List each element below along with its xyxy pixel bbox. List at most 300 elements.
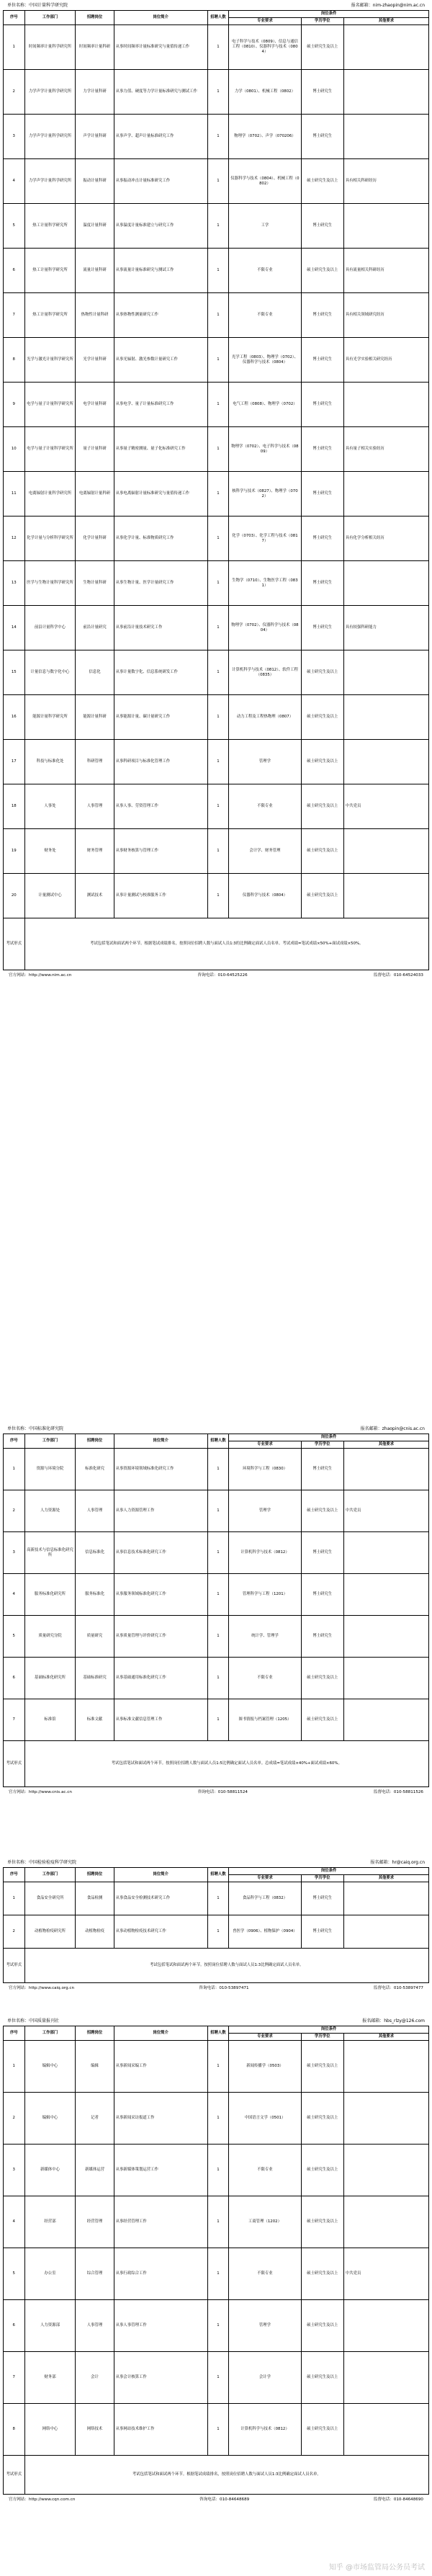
cell-post: 记者 (76, 2093, 114, 2145)
header-intro: 岗位简介 (114, 1868, 207, 1882)
table-row (4, 1658, 429, 1699)
recruit-section (3, 1859, 429, 1990)
unit-name: 单位名称：中国计量科学研究院 (7, 3, 68, 8)
header-major: 专业要求 (229, 18, 301, 25)
cell-count: 1 (207, 1616, 229, 1658)
cell-intro: 从事人事管理工作 (114, 2300, 207, 2352)
cell-dept: 医学与生物计量科学研究所 (24, 561, 76, 606)
unit-name: 单位名称：中国检验检疫科学研究院 (7, 1860, 77, 1865)
recruit-table (3, 2026, 429, 2495)
cell-other: 具有量子相关实验经历 (343, 427, 428, 472)
cell-dept: 科技与标准化处 (24, 740, 76, 784)
cell-count: 1 (207, 1490, 229, 1532)
cell-dept: 网络中心 (24, 2404, 76, 2456)
header-seq: 序号 (4, 1868, 25, 1882)
cell-post: 综合管理 (76, 2248, 114, 2300)
cell-major: 统计学、管理学 (229, 1616, 301, 1658)
cell-intro: 从事财务核算与管理工作 (114, 829, 207, 874)
header-major: 专业要求 (229, 1875, 301, 1882)
cell-seq: 3 (4, 115, 25, 159)
table-row (4, 561, 429, 606)
supervise-phone: 监督电话：010-58811526 (373, 1790, 423, 1794)
official-site-link[interactable]: 官方网站：http://www.caiq.org.cn (9, 1986, 75, 1990)
table-row (4, 472, 429, 516)
cell-count: 1 (207, 561, 229, 606)
cell-degree: 硕士研究生及以上 (301, 2145, 343, 2196)
cell-major: 化学（0703）、化学工程与技术（0817） (229, 516, 301, 561)
cell-post: 流量计量科研 (76, 249, 114, 293)
cell-seq: 1 (4, 1882, 25, 1915)
apply-email[interactable]: 报名邮箱：hbs_rlzy@126.com (362, 2018, 425, 2023)
table-row (4, 2352, 429, 2404)
cell-count: 1 (207, 1449, 229, 1490)
cell-intro: 从事新媒体策划运营工作 (114, 2145, 207, 2196)
cell-seq: 4 (4, 2196, 25, 2248)
cell-dept: 力学声学计量科学研究所 (24, 115, 76, 159)
cell-dept: 基础标准化研究所 (24, 1658, 76, 1699)
header-intro: 岗位简介 (114, 2026, 207, 2041)
cell-dept: 力学声学计量科学研究所 (24, 159, 76, 204)
cell-major: 不限专业 (229, 2145, 301, 2196)
table-row (4, 427, 429, 472)
header-post: 招聘岗位 (76, 1868, 114, 1882)
cell-other: 具有流量相关科研经历 (343, 249, 428, 293)
cell-degree: 硕士研究生及以上 (301, 874, 343, 918)
header-conditions: 岗位条件 (229, 1868, 429, 1875)
table-row (4, 829, 429, 874)
cell-other: 中共党员 (343, 784, 428, 829)
cell-count: 1 (207, 159, 229, 204)
cell-seq: 18 (4, 784, 25, 829)
cell-seq: 3 (4, 2145, 25, 2196)
cell-seq: 19 (4, 829, 25, 874)
cell-seq: 7 (4, 1699, 25, 1741)
header-post: 招聘岗位 (76, 2026, 114, 2041)
cell-degree: 博士研究生 (301, 383, 343, 427)
table-row (4, 606, 429, 650)
cell-seq: 4 (4, 159, 25, 204)
cell-dept: 力学声学计量科学研究所 (24, 70, 76, 115)
cell-degree: 博士研究生 (301, 1449, 343, 1490)
cell-post: 经营管理 (76, 2196, 114, 2248)
cell-dept: 质量研究分院 (24, 1616, 76, 1658)
unit-name: 单位名称：中国标准化研究院 (7, 1426, 64, 1431)
cell-count: 1 (207, 204, 229, 249)
cell-degree: 硕士研究生及以上 (301, 650, 343, 695)
recruit-section (3, 2017, 429, 2502)
cell-count: 1 (207, 2196, 229, 2248)
cell-major: 会计学 (229, 2352, 301, 2404)
cell-intro: 从事化学计量、标准物质研究工作 (114, 516, 207, 561)
cell-dept: 能源计量科学研究所 (24, 695, 76, 740)
table-row (4, 1699, 429, 1741)
table-row (4, 784, 429, 829)
cell-other (343, 2352, 428, 2404)
notes-row (4, 918, 429, 970)
cell-degree: 硕士研究生及以上 (301, 2404, 343, 2456)
cell-degree: 博士研究生 (301, 472, 343, 516)
cell-dept: 高新技术与信息标准化研究所 (24, 1532, 76, 1574)
cell-post: 电学计量科研 (76, 383, 114, 427)
cell-dept: 人力资源部 (24, 2300, 76, 2352)
cell-dept: 前沿计量科学中心 (24, 606, 76, 650)
header-degree: 学历学位 (301, 1441, 343, 1449)
table-row (4, 2404, 429, 2456)
cell-seq: 2 (4, 70, 25, 115)
cell-dept: 化学计量与分析科学研究所 (24, 516, 76, 561)
header-conditions: 岗位条件 (229, 11, 429, 18)
cell-count: 1 (207, 1699, 229, 1741)
cell-intro: 从事标准文献信息管理工作 (114, 1699, 207, 1741)
official-site-link[interactable]: 官方网站：http://www.cnis.ac.cn (9, 1790, 72, 1794)
cell-count: 1 (207, 338, 229, 383)
cell-count: 1 (207, 2145, 229, 2196)
cell-post: 新媒体运营 (76, 2145, 114, 2196)
cell-dept: 编辑中心 (24, 2041, 76, 2093)
recruit-section (3, 1, 429, 978)
cell-major: 物理学（0702）、仪器科学与技术（0804） (229, 606, 301, 650)
table-row (4, 2145, 429, 2196)
unit-bar (3, 1425, 429, 1434)
table-row (4, 1882, 429, 1915)
cell-major: 力学（0801）、机械工程（0802） (229, 70, 301, 115)
header-major: 专业要求 (229, 1441, 301, 1449)
cell-seq: 2 (4, 1915, 25, 1949)
cell-other (343, 2196, 428, 2248)
contact-footer (3, 2495, 429, 2502)
cell-post: 温度计量科研 (76, 204, 114, 249)
cell-major: 不限专业 (229, 249, 301, 293)
cell-other (343, 1699, 428, 1741)
header-degree: 学历学位 (301, 18, 343, 25)
unit-name: 单位名称：中国质量报刊社 (7, 2018, 60, 2023)
cell-count: 1 (207, 784, 229, 829)
cell-dept: 计量测试中心 (24, 874, 76, 918)
cell-major: 工学 (229, 204, 301, 249)
cell-count: 1 (207, 25, 229, 70)
contact-footer (3, 970, 429, 978)
cell-seq: 6 (4, 249, 25, 293)
cell-dept: 电学与量子计量科学研究所 (24, 427, 76, 472)
table-row (4, 383, 429, 427)
cell-degree: 硕士研究生及以上 (301, 2300, 343, 2352)
cell-dept: 光学与激光计量科学研究所 (24, 338, 76, 383)
cell-other (343, 2404, 428, 2456)
header-seq: 序号 (4, 2026, 25, 2041)
table-row (4, 249, 429, 293)
cell-post: 量子计量科研 (76, 427, 114, 472)
cell-dept: 热工计量科学研究所 (24, 293, 76, 338)
cell-post: 能源计量科研 (76, 695, 114, 740)
unit-bar (3, 2017, 429, 2026)
cell-post: 服务标准化 (76, 1574, 114, 1616)
cell-count: 1 (207, 606, 229, 650)
apply-email[interactable]: 报名邮箱：hr@caiq.org.cn (370, 1860, 425, 1865)
cell-major: 新闻传播学（0503） (229, 2041, 301, 2093)
cell-seq: 1 (4, 25, 25, 70)
supervise-phone: 监督电话：010-84648690 (373, 2497, 423, 2502)
cell-dept: 食品安全研究所 (24, 1882, 76, 1915)
cell-seq: 1 (4, 1449, 25, 1490)
notes-label: 考试形式 (4, 2456, 25, 2495)
cell-post: 财务管理 (76, 829, 114, 874)
cell-degree: 博士研究生 (301, 561, 343, 606)
cell-degree: 硕士研究生及以上 (301, 2093, 343, 2145)
cell-major: 管理学 (229, 740, 301, 784)
exam-notes: 考试包括笔试和面试两个环节。按照岗位招聘人数与面试人员1:3比例确定面试人员名单。 (24, 1949, 428, 1983)
header-count: 招聘人数 (207, 11, 229, 25)
cell-degree: 博士研究生 (301, 1616, 343, 1658)
exam-notes: 考试包括笔试和面试两个环节。根据笔试成绩排名，按照岗位招聘人数与面试人员1:3比例确定面试人员名单。 (24, 2456, 428, 2495)
cell-post: 食品检测 (76, 1882, 114, 1915)
cell-count: 1 (207, 695, 229, 740)
supervise-phone: 监督电话：010-53897477 (373, 1986, 423, 1990)
cell-seq: 4 (4, 1574, 25, 1616)
cell-intro: 从事量子精密测量、量子化标准研究工作 (114, 427, 207, 472)
cell-other (343, 1882, 428, 1915)
cell-other (343, 2300, 428, 2352)
cell-other (343, 204, 428, 249)
recruit-table (3, 1867, 429, 1983)
cell-intro: 从事计量测试与校准服务工作 (114, 874, 207, 918)
cell-degree: 硕士研究生及以上 (301, 695, 343, 740)
cell-other (343, 874, 428, 918)
consult-phone: 咨询电话：010-64525226 (197, 973, 248, 978)
cell-dept: 标准馆 (24, 1699, 76, 1741)
cell-other (343, 1658, 428, 1699)
cell-degree: 博士研究生 (301, 1915, 343, 1949)
apply-email[interactable]: 报名邮箱：nim-zhaopin@nim.ac.cn (351, 3, 425, 8)
cell-other (343, 1574, 428, 1616)
cell-major: 工商管理（1202） (229, 2196, 301, 2248)
table-row (4, 1532, 429, 1574)
table-row (4, 2248, 429, 2300)
cell-dept: 人事处 (24, 784, 76, 829)
cell-intro: 从事声学、超声计量标准研究工作 (114, 115, 207, 159)
cell-major: 图书情报与档案管理（1205） (229, 1699, 301, 1741)
table-row (4, 2093, 429, 2145)
header-dept: 工作部门 (24, 1434, 76, 1449)
header-dept: 工作部门 (24, 2026, 76, 2041)
cell-other (343, 740, 428, 784)
cell-seq: 9 (4, 383, 25, 427)
cell-degree: 硕士研究生及以上 (301, 2041, 343, 2093)
cell-seq: 7 (4, 2352, 25, 2404)
cell-seq: 3 (4, 1532, 25, 1574)
cell-count: 1 (207, 249, 229, 293)
cell-degree: 博士研究生 (301, 293, 343, 338)
official-site-link[interactable]: 官方网站：http://www.nim.ac.cn (9, 973, 72, 978)
cell-post: 基础标准研究 (76, 1658, 114, 1699)
cell-other (343, 829, 428, 874)
cell-degree: 博士研究生 (301, 1882, 343, 1915)
cell-major: 计算机科学与技术（0812）、软件工程（0835） (229, 650, 301, 695)
cell-seq: 11 (4, 472, 25, 516)
cell-major: 管理学 (229, 2300, 301, 2352)
table-row (4, 2300, 429, 2352)
table-row (4, 293, 429, 338)
cell-major: 计算机科学与技术（0812） (229, 1532, 301, 1574)
cell-count: 1 (207, 874, 229, 918)
header-conditions: 岗位条件 (229, 1434, 429, 1441)
cell-degree: 硕士研究生及以上 (301, 249, 343, 293)
cell-degree: 硕士研究生及以上 (301, 1658, 343, 1699)
cell-degree: 博士研究生 (301, 338, 343, 383)
cell-count: 1 (207, 2093, 229, 2145)
cell-post: 人事管理 (76, 1490, 114, 1532)
notes-row (4, 1741, 429, 1787)
cell-degree: 硕士研究生及以上 (301, 784, 343, 829)
cell-dept: 办公室 (24, 2248, 76, 2300)
cell-seq: 13 (4, 561, 25, 606)
cell-other: 具有相关领域研究经历 (343, 293, 428, 338)
apply-email[interactable]: 报名邮箱：zhaopin@cnis.ac.cn (360, 1426, 425, 1431)
cell-other (343, 2145, 428, 2196)
cell-major: 计算机科学与技术（0812） (229, 2404, 301, 2456)
cell-other: 具有相关科研经历 (343, 159, 428, 204)
table-row (4, 338, 429, 383)
cell-seq: 10 (4, 427, 25, 472)
recruit-table (3, 10, 429, 970)
notes-row (4, 1949, 429, 1983)
cell-intro: 从事振动冲击计量标准研究工作 (114, 159, 207, 204)
cell-degree: 博士研究生 (301, 1532, 343, 1574)
cell-other: 中共党员 (343, 1490, 428, 1532)
cell-count: 1 (207, 1574, 229, 1616)
table-row (4, 516, 429, 561)
cell-seq: 8 (4, 338, 25, 383)
header-other: 其他要求 (343, 18, 428, 25)
cell-intro: 从事时间频率计量标准研究与量值传递工作 (114, 25, 207, 70)
cell-seq: 7 (4, 293, 25, 338)
consult-phone: 咨询电话：010-58811524 (197, 1790, 248, 1794)
cell-count: 1 (207, 472, 229, 516)
cell-dept: 热工计量科学研究所 (24, 249, 76, 293)
notes-label: 考试形式 (4, 1741, 25, 1787)
cell-intro: 从事前沿计量技术研究工作 (114, 606, 207, 650)
cell-other (343, 1616, 428, 1658)
cell-count: 1 (207, 2300, 229, 2352)
cell-major: 管理科学与工程（1201） (229, 1574, 301, 1616)
cell-post: 化学计量科研 (76, 516, 114, 561)
cell-intro: 从事行政综合工作 (114, 2248, 207, 2300)
header-post: 招聘岗位 (76, 1434, 114, 1449)
cell-major: 不限专业 (229, 293, 301, 338)
cell-post: 时间频率计量科研 (76, 25, 114, 70)
cell-seq: 2 (4, 1490, 25, 1532)
cell-intro: 从事经营管理工作 (114, 2196, 207, 2248)
cell-degree: 博士研究生 (301, 1574, 343, 1616)
table-row (4, 2196, 429, 2248)
cell-count: 1 (207, 1658, 229, 1699)
cell-intro: 从事流量计量标准研究与测试工作 (114, 249, 207, 293)
cell-post: 电离辐射计量科研 (76, 472, 114, 516)
cell-count: 1 (207, 650, 229, 695)
cell-post: 测试技术 (76, 874, 114, 918)
cell-count: 1 (207, 740, 229, 784)
cell-post: 热物性计量科研 (76, 293, 114, 338)
cell-other (343, 25, 428, 70)
cell-intro: 从事光辐射、激光参数计量研究工作 (114, 338, 207, 383)
cell-intro: 从事热物性测量研究工作 (114, 293, 207, 338)
cell-count: 1 (207, 293, 229, 338)
cell-major: 不限专业 (229, 1658, 301, 1699)
cell-major: 物理学（0702）、电子科学与技术（0809） (229, 427, 301, 472)
cell-intro: 从事会计核算工作 (114, 2352, 207, 2404)
cell-intro: 从事计量数字化、信息系统研发工作 (114, 650, 207, 695)
header-post: 招聘岗位 (76, 11, 114, 25)
cell-dept: 新媒体中心 (24, 2145, 76, 2196)
cell-dept: 编辑中心 (24, 2093, 76, 2145)
cell-dept: 服务标准化研究所 (24, 1574, 76, 1616)
cell-other (343, 1532, 428, 1574)
cell-other (343, 115, 428, 159)
cell-major: 动力工程及工程热物理（0807） (229, 695, 301, 740)
cell-post: 动植物检疫 (76, 1915, 114, 1949)
cell-post: 力学计量科研 (76, 70, 114, 115)
cell-post: 会计 (76, 2352, 114, 2404)
cell-major: 电气工程（0808）、物理学（0702） (229, 383, 301, 427)
cell-major: 物理学（0702）、声学（070206） (229, 115, 301, 159)
table-row (4, 695, 429, 740)
cell-count: 1 (207, 70, 229, 115)
cell-post: 编辑 (76, 2041, 114, 2093)
cell-intro: 从事资源环境领域标准化研究工作 (114, 1449, 207, 1490)
cell-intro: 从事人事、劳资管理工作 (114, 784, 207, 829)
cell-other (343, 650, 428, 695)
cell-post: 信息标准化 (76, 1532, 114, 1574)
cell-seq: 16 (4, 695, 25, 740)
cell-degree: 硕士研究生及以上 (301, 1699, 343, 1741)
cell-dept: 电学与量子计量科学研究所 (24, 383, 76, 427)
cell-other (343, 472, 428, 516)
cell-intro: 从事力值、硬度等力学计量标准研究与测试工作 (114, 70, 207, 115)
cell-dept: 资源与环境分院 (24, 1449, 76, 1490)
table-row (4, 2041, 429, 2093)
table-row (4, 650, 429, 695)
cell-post: 质量研究 (76, 1616, 114, 1658)
cell-seq: 6 (4, 2300, 25, 2352)
cell-other: 具有化学分析相关经历 (343, 516, 428, 561)
header-intro: 岗位简介 (114, 11, 207, 25)
cell-seq: 20 (4, 874, 25, 918)
cell-count: 1 (207, 2404, 229, 2456)
table-row (4, 1490, 429, 1532)
cell-major: 不限专业 (229, 784, 301, 829)
table-row (4, 159, 429, 204)
official-site-link[interactable]: 官方网站：http://www.cqn.com.cn (9, 2497, 76, 2502)
cell-major: 仪器科学与技术（0804）、机械工程（0802） (229, 159, 301, 204)
cell-degree: 硕士研究生及以上 (301, 2352, 343, 2404)
cell-other: 中共党员 (343, 2248, 428, 2300)
cell-count: 1 (207, 1882, 229, 1915)
header-major: 专业要求 (229, 2034, 301, 2041)
cell-count: 1 (207, 2352, 229, 2404)
header-degree: 学历学位 (301, 1875, 343, 1882)
header-count: 招聘人数 (207, 1868, 229, 1882)
cell-count: 1 (207, 115, 229, 159)
cell-post: 信息化 (76, 650, 114, 695)
table-row (4, 70, 429, 115)
cell-seq: 17 (4, 740, 25, 784)
cell-count: 1 (207, 383, 229, 427)
cell-intro: 从事网站技术维护工作 (114, 2404, 207, 2456)
cell-count: 1 (207, 2041, 229, 2093)
header-count: 招聘人数 (207, 1434, 229, 1449)
recruit-table (3, 1434, 429, 1787)
cell-intro: 从事服务领域标准化研究工作 (114, 1574, 207, 1616)
cell-major: 中国语言文学（0501） (229, 2093, 301, 2145)
